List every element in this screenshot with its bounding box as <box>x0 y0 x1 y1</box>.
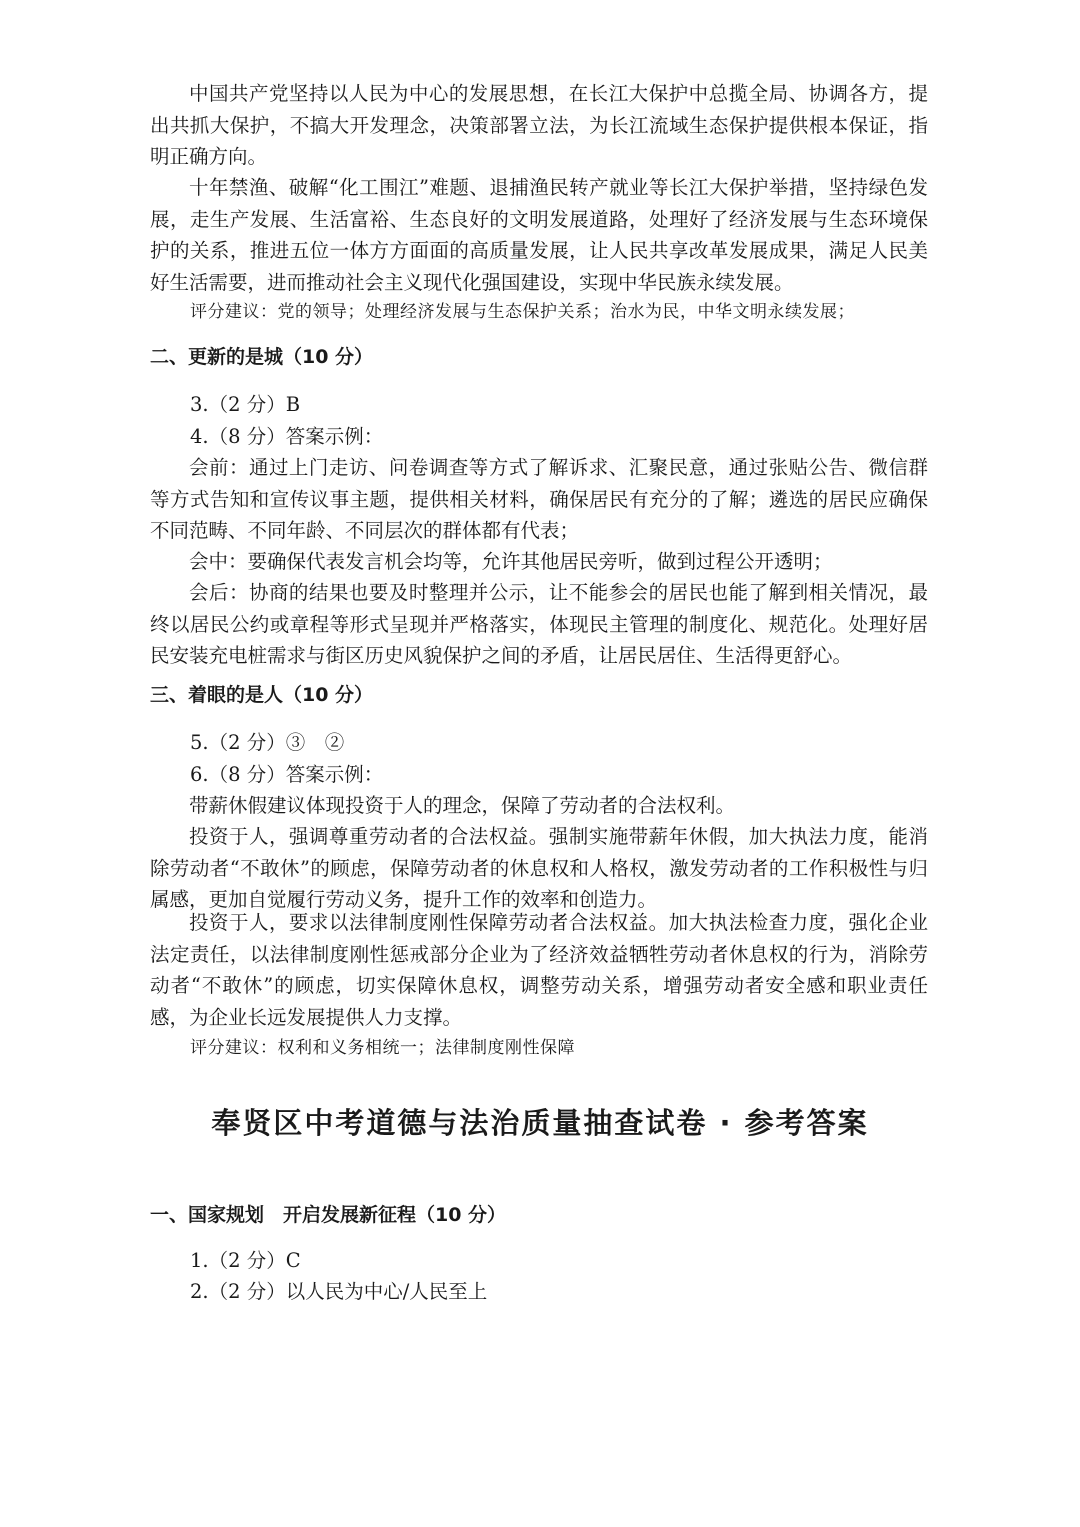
paragraph-paid-leave: 带薪休假建议体现投资于人的理念，保障了劳动者的合法权利。 <box>189 794 736 817</box>
answer-q5: 5.（2 分）③ ② <box>190 731 345 754</box>
scoring-note-2: 评分建议：权利和义务相统一；法律制度刚性保障 <box>190 1038 575 1058</box>
paragraph-after-meeting: 会后：协商的结果也要及时整理并公示，让不能参会的居民也能了解到相关情况，最终以居民公约或章程等形式呈现并严格落实，体现民主管理的制度化、规范化。处理好居民安装充电桩需求与街区历史风貌保护之间的矛盾，让居民居住、生活得更舒心。 <box>150 581 928 667</box>
section-heading-2: 二、更新的是城（10 分） <box>150 346 374 368</box>
paragraph-before-meeting: 会前：通过上门走访、问卷调查等方式了解诉求、汇聚民意，通过张贴公告、微信群等方式告知和宣传议事主题，提供相关材料，确保居民有充分的了解；遴选的居民应确保不同范畴、不同年龄、不同层次的群体都有代表； <box>150 456 928 542</box>
document-title: 奉贤区中考道德与法治质量抽查试卷 · 参考答案 <box>211 1106 869 1140</box>
answer-q3: 3.（2 分）B <box>190 393 301 416</box>
paragraph-during-meeting: 会中：要确保代表发言机会均等，允许其他居民旁听，做到过程公开透明； <box>189 550 833 573</box>
scoring-note-1: 评分建议：党的领导；处理经济发展与生态保护关系；治水为民，中华文明永续发展； <box>190 302 855 322</box>
paragraph-legal-guarantee: 投资于人，要求以法律制度刚性保障劳动者合法权益。加大执法检查力度，强化企业法定责任，以法律制度刚性惩戒部分企业为了经济效益牺牲劳动者休息权的行为，消除劳动者“不敢休”的顾虑，切实保障休息权，调整劳动关系，增强劳动者安全感和职业责任感，为企业长远发展提供人力支撑。 <box>150 911 928 1029</box>
paragraph-party-leadership: 中国共产党坚持以人民为中心的发展思想，在长江大保护中总揽全局、协调各方，提出共抓大保护，不搞大开发理念，决策部署立法，为长江流域生态保护提供根本保证，指明正确方向。 <box>150 82 928 168</box>
section-heading-1: 一、国家规划 开启发展新征程（10 分） <box>150 1204 507 1226</box>
answer-q6: 6.（8 分）答案示例： <box>190 763 384 786</box>
paragraph-respect-rights: 投资于人，强调尊重劳动者的合法权益。强制实施带薪年休假，加大执法力度，能消除劳动者“不敢休”的顾虑，保障劳动者的休息权和人格权，激发劳动者的工作积极性与归属感，更加自觉履行劳动义务，提升工作的效率和创造力。 <box>150 825 928 911</box>
answer-q1: 1.（2 分）C <box>190 1249 301 1272</box>
paragraph-green-development: 十年禁渔、破解“化工围江”难题、退捕渔民转产就业等长江大保护举措，坚持绿色发展，走生产发展、生活富裕、生态良好的文明发展道路，处理好了经济发展与生态环境保护的关系，推进五位一体方方面面的高质量发展，让人民共享改革发展成果，满足人民美好生活需要，进而推动社会主义现代化强国建设，实现中华民族永续发展。 <box>150 176 928 294</box>
section-heading-3: 三、着眼的是人（10 分） <box>150 684 374 706</box>
answer-q2: 2.（2 分）以人民为中心/人民至上 <box>190 1280 488 1303</box>
answer-q4: 4.（8 分）答案示例： <box>190 425 384 448</box>
